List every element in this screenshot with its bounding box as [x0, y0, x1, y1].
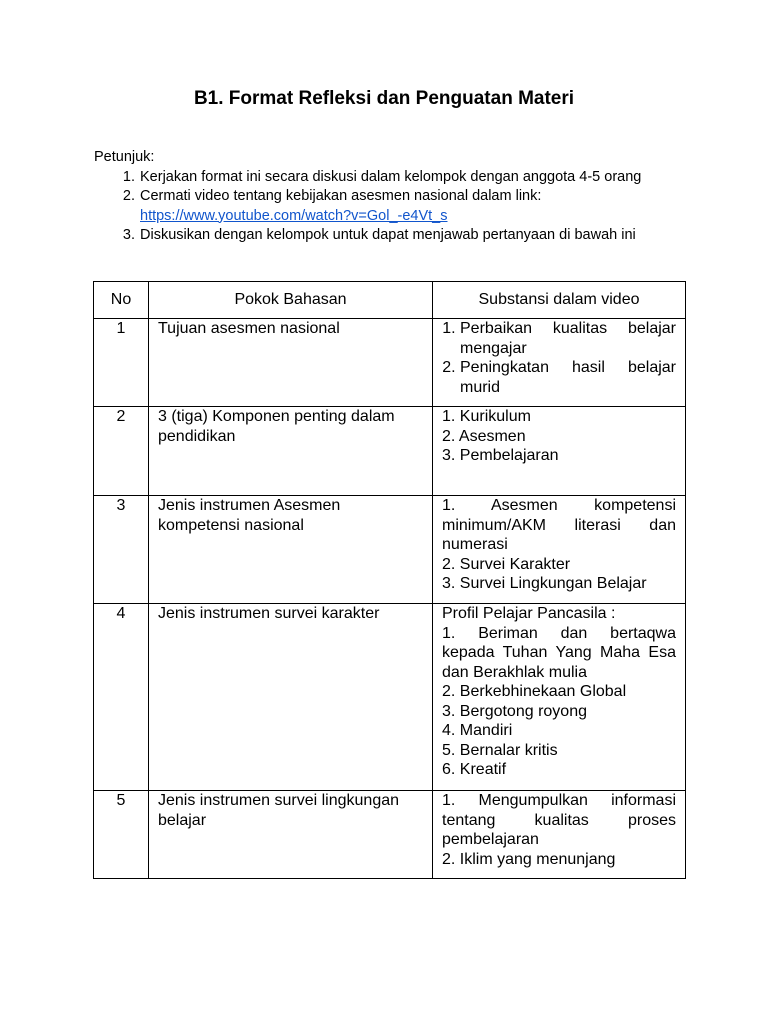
row-topic: Jenis instrumen Asesmen kompetensi nasional: [149, 496, 433, 604]
reflection-table: [93, 281, 686, 879]
substance-line: Profil Pelajar Pancasila :: [442, 605, 616, 622]
table-row: [94, 407, 686, 496]
column-header-substance: Substansi dalam video: [433, 282, 686, 319]
substance-line: 4. Mandiri: [442, 722, 513, 739]
substance-line: 6. Kreatif: [442, 761, 507, 778]
substance-line: 3. Survei Lingkungan Belajar: [442, 575, 647, 592]
table-row: [94, 496, 686, 604]
video-link[interactable]: https://www.youtube.com/watch?v=Gol_-e4Vt_s: [140, 207, 448, 224]
substance-line: 5. Bernalar kritis: [442, 741, 558, 759]
instruction-item: 2. Cermati video tentang kebijakan asesmen nasional dalam link: https://www.youtube.com/watch?v=Gol_-e4Vt_s: [139, 187, 694, 226]
substance-line: 1. Asesmen kompetensi minimum/AKM literasi dan numerasi: [442, 497, 676, 553]
substance-line: 3. Bergotong royong: [442, 702, 587, 720]
instruction-item: 3. Diskusikan dengan kelompok untuk dapat menjawab pertanyaan di bawah ini: [139, 226, 694, 246]
table-header-row: [94, 282, 686, 319]
substance-line: 2. Iklim yang menunjang: [442, 850, 616, 868]
column-header-no: No: [94, 282, 149, 319]
substance-line: 2. Berkebhinekaan Global: [442, 683, 627, 700]
row-substance: [433, 791, 686, 879]
substance-item: 2. Peningkatan hasil belajar murid: [460, 358, 676, 397]
substance-item: 1. Perbaikan kualitas belajar mengajar: [460, 319, 676, 358]
row-topic: Jenis instrumen survei karakter: [149, 604, 433, 791]
row-substance: [433, 496, 686, 604]
row-topic: Tujuan asesmen nasional: [149, 319, 433, 407]
substance-line: 2. Asesmen: [442, 427, 526, 445]
instruction-item: 1. Kerjakan format ini secara diskusi dalam kelompok dengan anggota 4-5 orang: [139, 168, 694, 188]
substance-line: 1. Mengumpulkan informasi tentang kualitas proses pembelajaran: [442, 792, 676, 848]
substance-list: [442, 319, 676, 397]
instructions-list: [94, 168, 694, 246]
row-topic: Jenis instrumen survei lingkungan belajar: [149, 791, 433, 879]
substance-line: 1. Kurikulum: [442, 408, 531, 425]
row-number: 1: [94, 319, 149, 407]
row-substance: [433, 319, 686, 407]
table-row: [94, 319, 686, 407]
row-substance: [433, 604, 686, 791]
column-header-topic: Pokok Bahasan: [149, 282, 433, 319]
table-row: [94, 791, 686, 879]
document-title: B1. Format Refleksi dan Penguatan Materi: [193, 88, 575, 109]
substance-line: 1. Beriman dan bertaqwa kepada Tuhan Yang Maha Esa dan Berakhlak mulia: [442, 624, 676, 681]
row-number: 3: [94, 496, 149, 604]
substance-line: 2. Survei Karakter: [442, 555, 571, 573]
row-number: 2: [94, 407, 149, 496]
row-topic: 3 (tiga) Komponen penting dalam pendidikan: [149, 407, 433, 496]
row-number: 4: [94, 604, 149, 791]
row-number: 5: [94, 791, 149, 879]
instructions-label: Petunjuk:: [94, 149, 155, 165]
substance-line: 3. Pembelajaran: [442, 447, 559, 464]
instructions: [94, 148, 694, 246]
table-row: [94, 604, 686, 791]
row-substance: [433, 407, 686, 496]
